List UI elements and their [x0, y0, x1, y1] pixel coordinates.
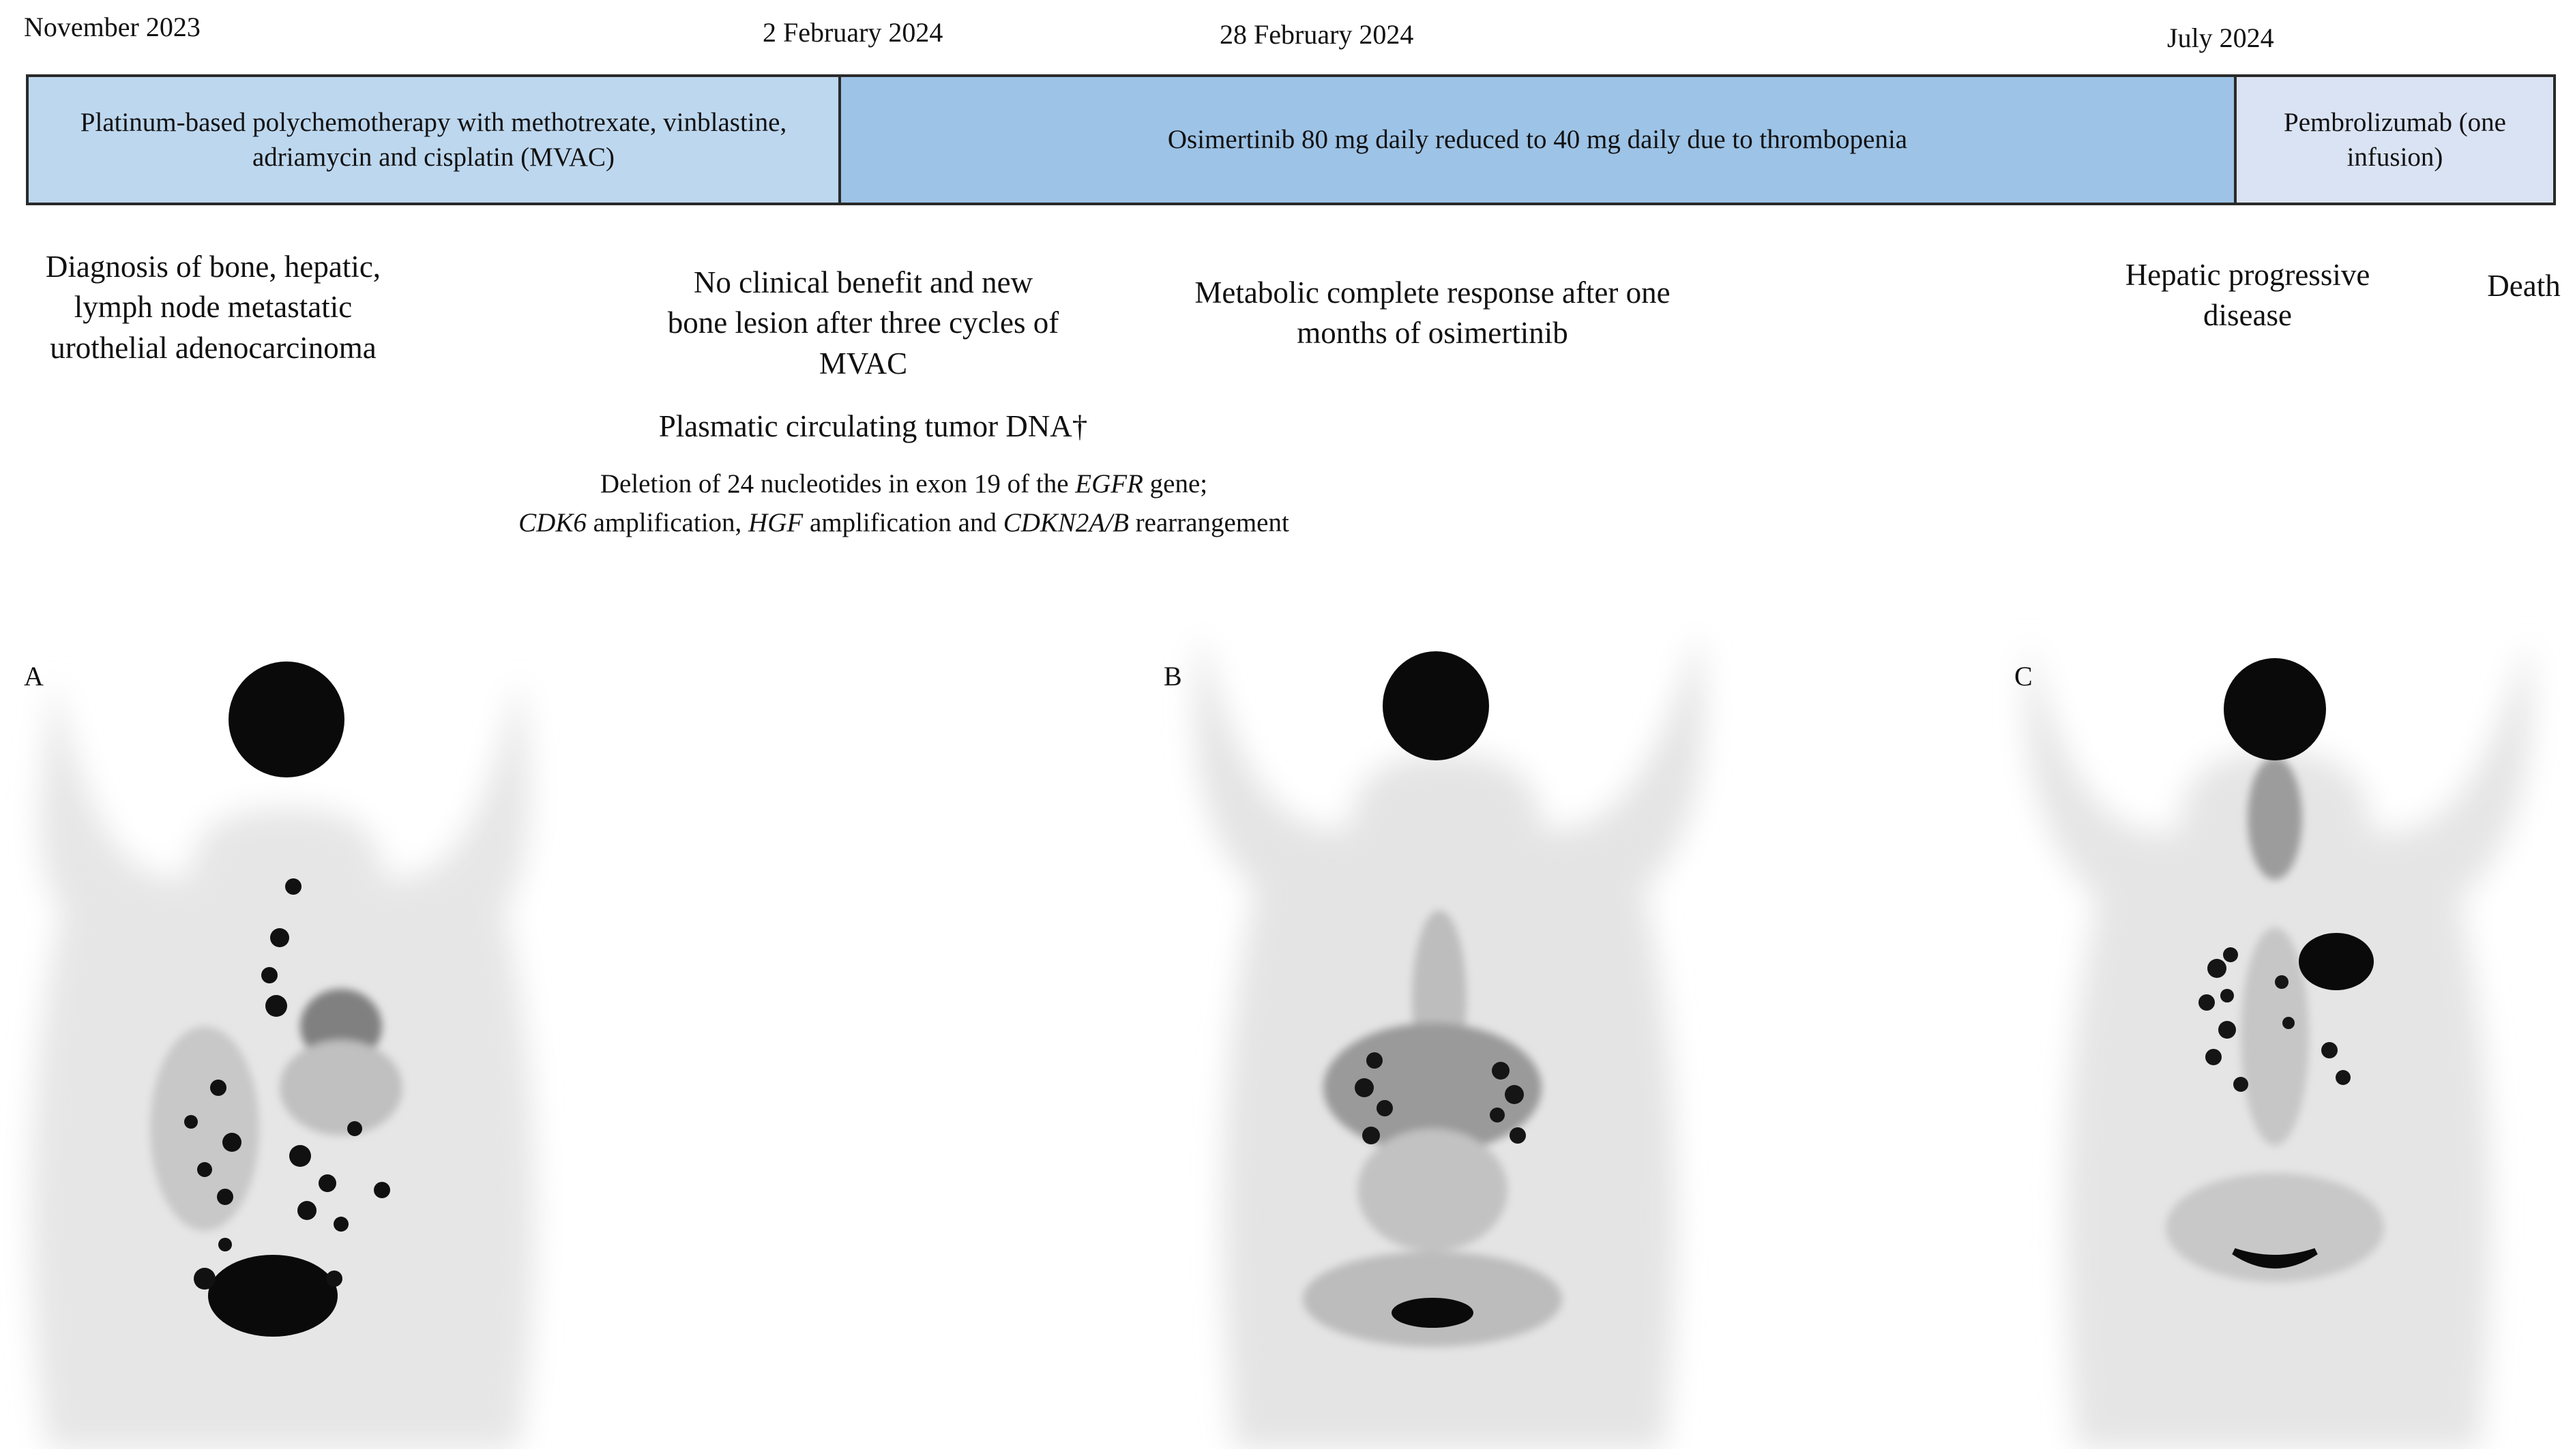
- bladder-uptake: [1392, 1298, 1473, 1328]
- date-november-2023: November 2023: [24, 12, 201, 42]
- event-no-clinical-benefit: No clinical benefit and new bone lesion after three cycles of MVAC: [667, 265, 1059, 381]
- panel-label-c: C: [2014, 661, 2033, 692]
- event-diagnosis: Diagnosis of bone, hepatic, lymph node metastatic urothelial adenocarcinoma: [45, 250, 381, 365]
- molecular-text: amplification,: [586, 507, 749, 537]
- molecular-text: rearrangement: [1128, 507, 1289, 537]
- molecular-line-1: [409, 465, 1398, 504]
- event-complete-response: Metabolic complete response after one months of osimertinib: [1194, 276, 1671, 351]
- pet-scan-b: [1160, 617, 1733, 1449]
- panel-label-b: B: [1164, 661, 1182, 692]
- treatment-pembrolizumab-label: Pembrolizumab (one infusion): [2284, 107, 2506, 172]
- treatment-pembrolizumab: [2234, 77, 2553, 203]
- molecular-text: gene;: [1143, 469, 1208, 499]
- date-2-february-2024: 2 February 2024: [763, 17, 943, 48]
- treatment-osimertinib-label: Osimertinib 80 mg daily reduced to 40 mg daily due to thrombopenia: [1167, 125, 1908, 155]
- spleen-uptake: [2299, 933, 2374, 990]
- treatment-timeline-bar: [26, 74, 2556, 205]
- treatment-mvac: [29, 77, 838, 203]
- panel-label-a: A: [24, 661, 44, 692]
- date-28-february-2024: 28 February 2024: [1220, 19, 1414, 50]
- bladder-uptake: [208, 1255, 338, 1337]
- treatment-mvac-label: Platinum-based polychemotherapy with methotrexate, vinblastine, adriamycin and cisplatin (MVAC): [80, 107, 787, 172]
- treatment-osimertinib: [838, 77, 2234, 203]
- event-ctdna: Plasmatic circulating tumor DNA†: [658, 409, 1088, 443]
- molecular-findings: [409, 465, 1398, 542]
- brain-uptake: [2224, 658, 2326, 760]
- gene-cdkn2ab: CDKN2A/B: [1003, 507, 1129, 537]
- pet-scan-c: [1988, 614, 2561, 1449]
- gene-hgf: HGF: [748, 507, 804, 537]
- brain-uptake: [1383, 651, 1489, 760]
- brain-uptake: [229, 662, 344, 777]
- event-hepatic-progression: Hepatic progressive disease: [2125, 258, 2370, 333]
- event-death: Death: [2487, 269, 2561, 303]
- gene-egfr: EGFR: [1075, 469, 1143, 499]
- gene-cdk6: CDK6: [518, 507, 587, 537]
- molecular-text: amplification and: [803, 507, 1003, 537]
- date-july-2024: July 2024: [2167, 23, 2274, 53]
- molecular-line-2: [409, 504, 1398, 543]
- pet-scan-a: [0, 651, 566, 1449]
- molecular-text: Deletion of 24 nucleotides in exon 19 of the: [600, 469, 1076, 499]
